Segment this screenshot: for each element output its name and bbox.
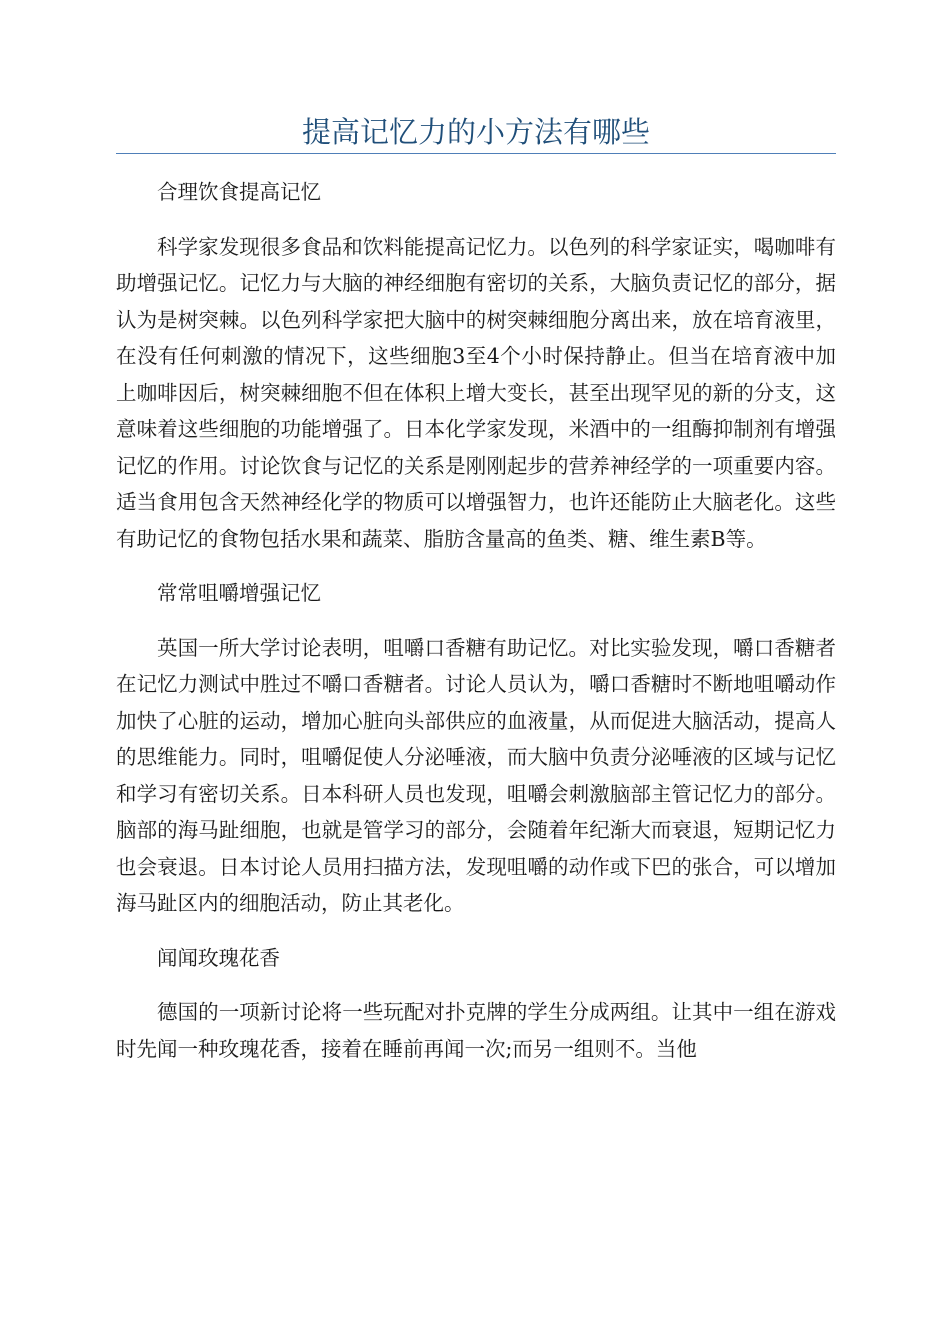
document-body — [116, 174, 836, 1085]
document-title: 提高记忆力的小方法有哪些 — [301, 115, 650, 149]
section-paragraph-chewing: 英国一所大学讨论表明，咀嚼口香糖有助记忆。对比实验发现，嚼口香糖者在记忆力测试中胜过不嚼口香糖者。讨论人员认为，嚼口香糖时不断地咀嚼动作加快了心脏的运动，增加心脏向头部供应的血液量，从而促进大脑活动，提高人的思维能力。同时，咀嚼促使人分泌唾液，而大脑中负责分泌唾液的区域与记忆和学习有密切关系。日本科研人员也发现，咀嚼会刺激脑部主管记忆力的部分。脑部的海马趾细胞，也就是管学习的部分，会随着年纪渐大而衰退，短期记忆力也会衰退。日本讨论人员用扫描方法，发现咀嚼的动作或下巴的张合，可以增加海马趾区内的细胞活动，防止其老化。 — [116, 635, 836, 915]
title-underline — [116, 153, 836, 154]
section-heading-diet: 合理饮食提高记忆 — [157, 180, 321, 204]
section-heading-rose: 闻闻玫瑰花香 — [157, 945, 280, 970]
section-heading-chewing: 常常咀嚼增强记忆 — [157, 581, 321, 605]
section-paragraph-diet: 科学家发现很多食品和饮料能提高记忆力。以色列的科学家证实，喝咖啡有助增强记忆。记忆力与大脑的神经细胞有密切的关系，大脑负责记忆的部分，据认为是树突棘。以色列科学家把大脑中的树突棘细胞分离出来，放在培育液里，在没有任何刺激的情况下，这些细胞3至4个小时保持静止。但当在培育液中加上咖啡因后，树突棘细胞不但在体积上增大变长，甚至出现罕见的新的分支，这意味着这些细胞的功能增强了。日本化学家发现，米酒中的一组酶抑制剂有增强记忆的作用。讨论饮食与记忆的关系是刚刚起步的营养神经学的一项重要内容。适当食用包含天然神经化学的物质可以增强智力，也许还能防止大脑老化。这些有助记忆的食物包括水果和蔬菜、脂肪含量高的鱼类、糖、维生素B等。 — [116, 234, 836, 551]
section-paragraph-rose: 德国的一项新讨论将一些玩配对扑克牌的学生分成两组。让其中一组在游戏时先闻一种玫瑰花香，接着在睡前再闻一次;而另一组则不。当他 — [116, 1000, 836, 1061]
